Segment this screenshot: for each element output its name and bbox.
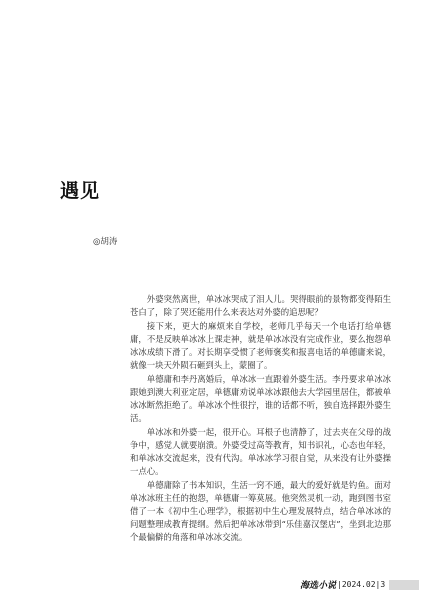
paragraph: 接下来，更大的麻烦来自学校，老师几乎每天一个电话打给单德庸，不是反映单冰冰上课走神，就是单冰冰没有完成作业，要么抱怨单冰冰成绩下滑了。对长期享受惯了老师褒奖和报喜电话的单德庸来说，就像一块天外陨石砸到头上，蒙圈了。 <box>130 321 391 370</box>
article-author: ◎胡涛 <box>93 237 118 247</box>
article-body <box>130 293 391 544</box>
magazine-name: 海选小说 <box>300 581 337 591</box>
paragraph: 单德庸除了书本知识，生活一窍不通，最大的爱好就是钓鱼。面对单冰冰班主任的抱怨，单德庸一筹莫展。他突然灵机一动，跑到图书室借了一本《初中生心理学》，根据初中生心理发展特点，结合单冰冰的问题整理成教育提纲。然后把单冰冰带到“乐佳嘉汉堡店”，坐到北边那个最偏僻的角落和单冰冰交流。 <box>130 480 391 542</box>
article-title: 遇见 <box>60 180 101 202</box>
page-footer <box>300 578 419 591</box>
paragraph: 单德庸和李丹离婚后，单冰冰一直跟着外婆生活。李丹要求单冰冰跟她到澳大利亚定居，单德庸劝说单冰冰跟他去大学园里居住，都被单冰冰断然拒绝了。单冰冰个性很拧，谁的话都不听，独自选择跟外婆生活。 <box>130 374 391 423</box>
paragraph: 单冰冰和外婆一起，很开心。耳根子也清静了，过去夹在父母的战争中，感觉人就要崩溃。外婆受过高等教育，知书识礼，心态也年轻，和单冰冰交流起来，没有代沟。单冰冰学习很自觉，从来没有让外婆操一点心。 <box>130 427 391 476</box>
footer-gray-bar <box>389 580 419 590</box>
issue-page-number: |2024.02|3 <box>337 580 386 589</box>
paragraph: 外婆突然离世，单冰冰哭成了泪人儿。哭得眼前的景物都变得陌生苍白了，除了哭还能用什么来表达对外婆的追思呢？ <box>130 294 391 317</box>
